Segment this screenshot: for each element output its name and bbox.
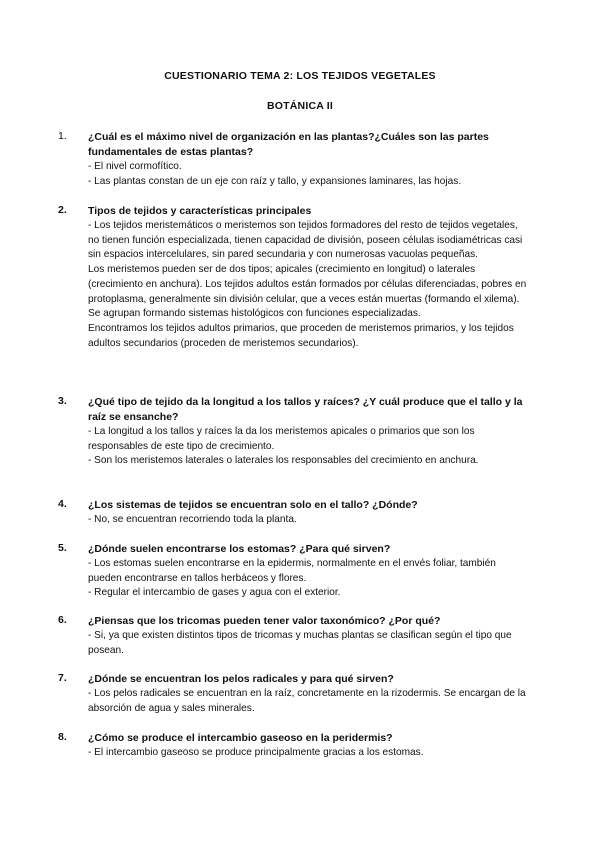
answer-block — [88, 557, 528, 601]
question-number: 4. — [58, 498, 67, 510]
answer-paragraph: Encontramos los tejidos adultos primarios, que proceden de meristemos primarios, y los tejidos adultos secundarios (proceden de meristemos secundarios). — [88, 322, 514, 349]
question-text: ¿Piensas que los tricomas pueden tener valor taxonómico? ¿Por qué? — [88, 615, 441, 627]
question-item-5 — [58, 542, 528, 601]
document-title: CUESTIONARIO TEMA 2: LOS TEJIDOS VEGETALES — [164, 70, 436, 82]
answer-line: - El nivel cormofítico. — [88, 161, 182, 172]
question-number: 6. — [58, 614, 67, 626]
document-subtitle: BOTÁNICA II — [267, 100, 333, 112]
answer-line: - Los pelos radicales se encuentran en la raíz, concretamente en la rizodermis. Se encargan de la absorción de agua y sales minerales. — [88, 688, 526, 714]
question-text: ¿Los sistemas de tejidos se encuentran solo en el tallo? ¿Dónde? — [88, 499, 418, 511]
question-text: ¿Dónde se encuentran los pelos radicales y para qué sirven? — [88, 673, 394, 685]
answer-line: - El intercambio gaseoso se produce principalmente gracias a los estomas. — [88, 747, 424, 758]
answer-block — [88, 219, 528, 351]
question-text: ¿Dónde suelen encontrarse los estomas? ¿Para qué sirven? — [88, 543, 391, 555]
answer-block — [88, 513, 528, 528]
answer-line: - Las plantas constan de un eje con raíz y tallo, y expansiones laminares, las hojas. — [88, 175, 462, 187]
answer-block — [88, 687, 528, 716]
question-text: ¿Qué tipo de tejido da la longitud a los tallos y raíces? ¿Y cuál produce que el tallo y la raíz se ensanche? — [88, 396, 523, 423]
question-item-6 — [58, 614, 528, 658]
question-text: Tipos de tejidos y características principales — [88, 205, 312, 217]
question-item-7 — [58, 672, 528, 716]
question-item-3 — [58, 395, 528, 469]
answer-line: - No, se encuentran recorriendo toda la planta. — [88, 514, 297, 525]
answer-block — [88, 425, 528, 469]
question-item-4 — [58, 498, 528, 528]
answer-block — [88, 746, 528, 761]
question-number: 5. — [58, 542, 67, 554]
answer-line: - Son los meristemos laterales o laterales los responsables del crecimiento en anchura. — [88, 455, 479, 467]
question-number: 8. — [58, 731, 67, 743]
question-item-1 — [58, 130, 528, 189]
answer-line: - La longitud a los tallos y raíces la da los meristemos apicales o primarios que son los responsables de este tipo de crecimiento. — [88, 426, 475, 452]
question-number: 2. — [58, 204, 67, 216]
answer-paragraph: Los meristemos pueden ser de dos tipos; apicales (crecimiento en longitud) o laterales (crecimiento en anchura). Los tejidos adultos están formados por células diferenciadas, pobres en protoplasma, generalmente sin división celular, que a veces están muertas (formando el xilema). Se agrupan formando sistemas histológicos con funciones especializadas. — [88, 264, 527, 320]
question-text: ¿Cómo se produce el intercambio gaseoso en la peridermis? — [88, 732, 393, 744]
answer-line: - Los estomas suelen encontrarse en la epidermis, normalmente en el envés foliar, también pueden encontrarse en tallos herbáceos y flores. — [88, 558, 496, 584]
question-text: ¿Cuál es el máximo nivel de organización en las plantas?¿Cuáles son las partes fundamentales de estas plantas? — [88, 131, 489, 158]
question-item-8 — [58, 731, 528, 761]
question-number: 3. — [58, 395, 67, 407]
answer-block — [88, 160, 528, 189]
answer-block — [88, 629, 528, 658]
question-number: 7. — [58, 672, 67, 684]
question-item-2 — [58, 204, 528, 351]
answer-line: - Regular el intercambio de gases y agua con el exterior. — [88, 587, 341, 599]
question-number: 1. — [58, 130, 67, 142]
answer-line: - Si, ya que existen distintos tipos de tricomas y muchas plantas se clasifican según el tipo que posean. — [88, 630, 512, 656]
answer-paragraph: - Los tejidos meristemáticos o meristemos son tejidos formadores del resto de tejidos vegetales, no tienen función especializada, tienen capacidad de división, poseen células isodiamétricas casi sin espacios intercelulares, sin pared secundaria y con numerosas vacuolas pequeñas. — [88, 220, 523, 261]
